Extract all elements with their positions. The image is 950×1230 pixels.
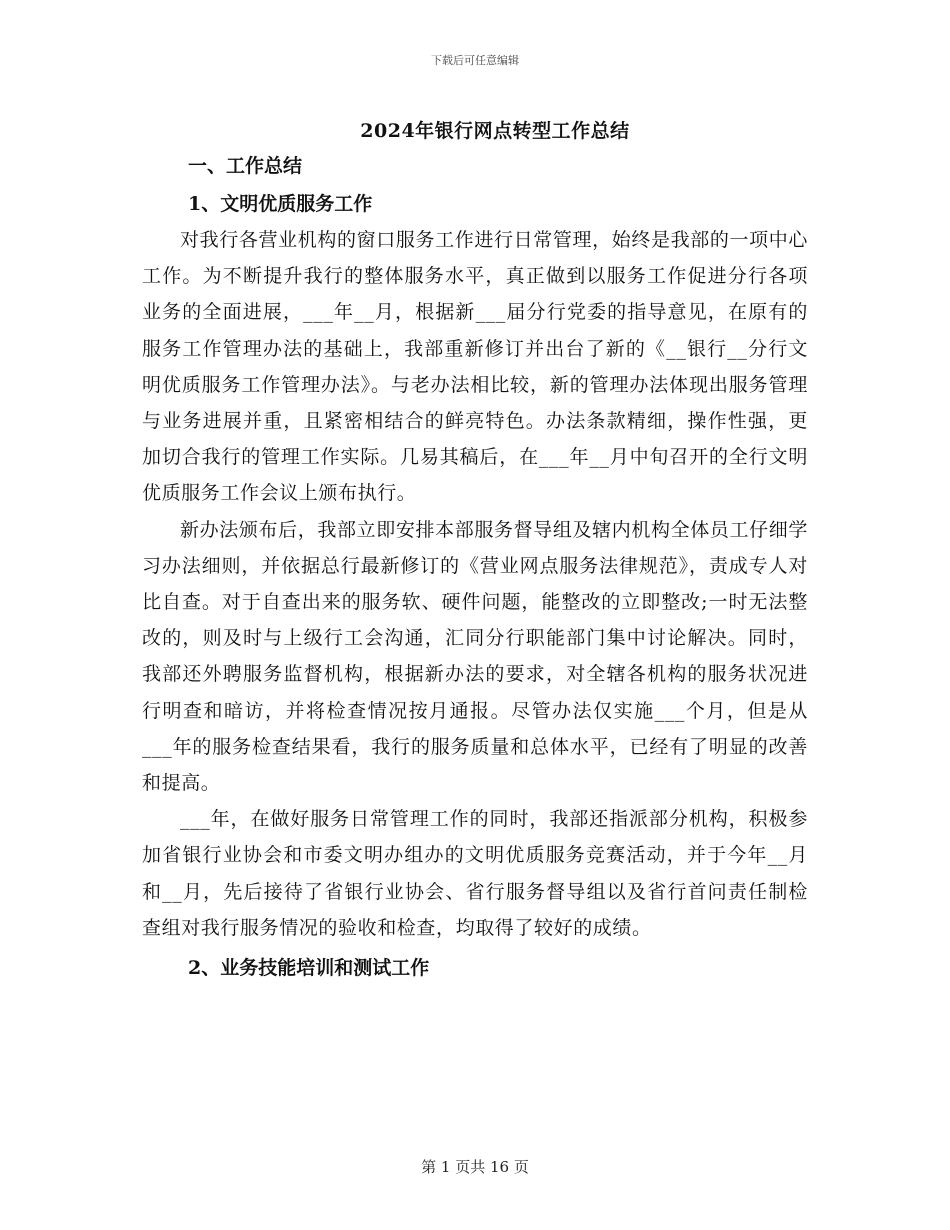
body-paragraph: 新办法颁布后，我部立即安排本部服务督导组及辖内机构全体员工仔细学习办法细则，并依据总行最新修订的《营业网点服务法律规范》，责成专人对比自查。对于自查出来的服务软、硬件问题，能整改的立即整改;一时无法整改的，则及时与上级行工会沟通，汇同分行职能部门集中讨论解决。同时，我部还外聘服务监督机构，根据新办法的要求，对全辖各机构的服务状况进行明查和暗访，并将检查情况按月通报。尽管办法仅实施___个月，但是从___年的服务检查结果看，我行的服务质量和总体水平，已经有了明显的改善和提高。 [142,518,808,795]
body-paragraph: 对我行各营业机构的窗口服务工作进行日常管理，始终是我部的一项中心工作。为不断提升我行的整体服务水平，真正做到以服务工作促进分行各项业务的全面进展，___年__月，根据新___届分行党委的指导意见，在原有的服务工作管理办法的基础上，我部重新修订并出台了新的《__银行__分行文明优质服务工作管理办法》。与老办法相比较，新的管理办法体现出服务管理与业务进展并重，且紧密相结合的鲜亮特色。办法条款精细，操作性强，更加切合我行的管理工作实际。几易其稿后，在___年__月中旬召开的全行文明优质服务工作会议上颁布执行。 [142,229,808,505]
section-heading: 一、工作总结 [188,155,303,177]
body-paragraph: ___年，在做好服务日常管理工作的同时，我部还指派部分机构，积极参加省银行业协会和市委文明办组办的文明优质服务竞赛活动，并于今年__月和__月，先后接待了省银行业协会、省行服务督导组以及省行首问责任制检查组对我行服务情况的验收和检查，均取得了较好的成绩。 [142,808,808,939]
subsection-heading: 2、业务技能培训和测试工作 [188,957,430,980]
document-title: 2024年银行网点转型工作总结 [360,120,630,142]
page-header: 下载后可任意编辑 [431,54,519,67]
subsection-heading: 1、文明优质服务工作 [188,193,373,215]
page-footer: 第 1 页共 16 页 [421,1158,529,1176]
document-body [142,148,808,986]
